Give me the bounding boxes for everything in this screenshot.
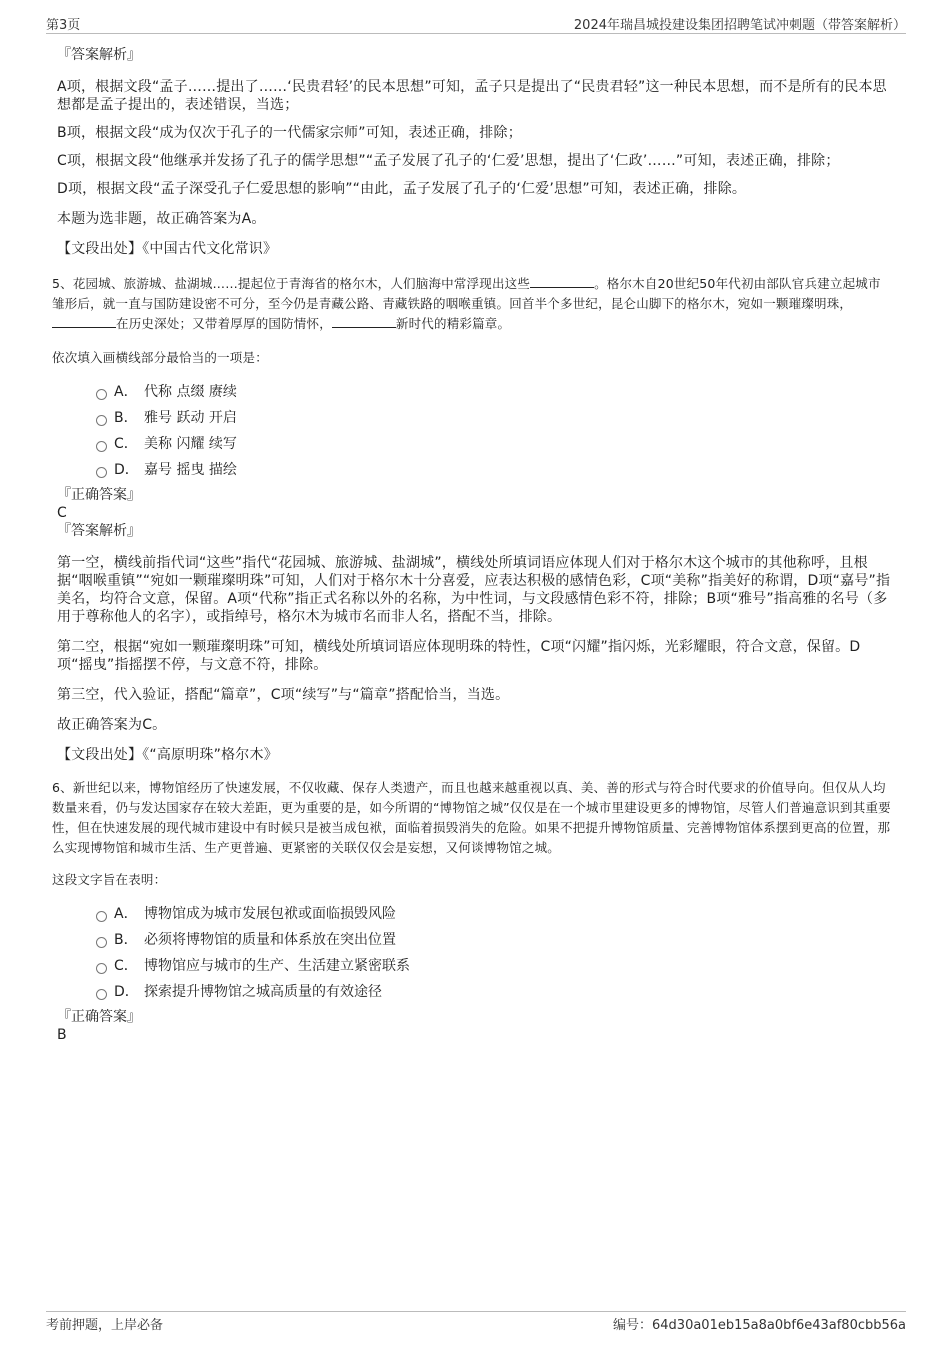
q5-stem: [52, 274, 892, 334]
q5-stem-part-1: 5、花园城、旅游城、盐湖城……提起位于青海省的格尔木，人们脑海中常浮现出这些: [52, 276, 531, 291]
q5-option-c[interactable]: C． 美称 闪耀 续写: [52, 434, 892, 460]
q5-option-a[interactable]: A． 代称 点缀 赓续: [52, 382, 892, 408]
q4-analysis-c: C项，根据文段“他继承并发扬了孔子的儒学思想”“孟子发展了孔子的‘仁爱’思想，提出了‘仁政’……”可知，表述正确，排除；: [57, 153, 840, 169]
q5-source: 【文段出处】《“高原明珠”格尔木》: [57, 747, 278, 763]
q6-option-c[interactable]: C． 博物馆应与城市的生产、生活建立紧密联系: [52, 956, 892, 982]
radio-icon[interactable]: [96, 441, 107, 452]
q4-analysis-b: B项，根据文段“成为仅次于孔子的一代儒家宗师”可知，表述正确，排除；: [57, 125, 522, 141]
q5-answer-label: 『正确答案』: [57, 487, 141, 503]
q6-option-a[interactable]: A． 博物馆成为城市发展包袱或面临损毁风险: [52, 904, 892, 930]
q5-option-d[interactable]: D． 嘉号 摇曳 描绘: [52, 460, 892, 486]
q5-analysis-3: 第三空，代入验证，搭配“篇章”，C项“续写”与“篇章”搭配恰当，当选。: [57, 687, 510, 703]
q5-stem-part-3: 在历史深处；又带着厚厚的国防情怀，: [116, 316, 332, 331]
page-number: 第3页: [46, 18, 81, 33]
q5-blank-1: [530, 275, 594, 288]
q5-option-b[interactable]: B． 雅号 跃动 开启: [52, 408, 892, 434]
radio-icon[interactable]: [96, 937, 107, 948]
radio-icon[interactable]: [96, 989, 107, 1000]
q6-stem: 6、新世纪以来，博物馆经历了快速发展，不仅收藏、保存人类遗产，而且也越来越重视以真、美、善的形式与符合时代要求的价值导向。但仅从人均数量来看，仍与发达国家存在较大差距，更为重要的是，如今所谓的“博物馆之城”仅仅是在一个城市里建设更多的博物馆，尽管人们普遍意识到其重要性，但在快速发展的现代城市建设中有时候只是被当成包袱，面临着损毁消失的危险。如果不把提升博物馆质量、完善博物馆体系摆到更高的位置，那么实现博物馆和城市生活、生产更普遍、更紧密的关联仅仅会是妄想，又何谈博物馆之城。: [52, 780, 891, 855]
q4-source: 【文段出处】《中国古代文化常识》: [57, 241, 278, 257]
page-header: [46, 14, 906, 34]
footer-slogan: 考前押题，上岸必备: [46, 1318, 164, 1333]
q5-options: [52, 382, 892, 486]
q4-analysis-d: D项，根据文段“孟子深受孔子仁爱思想的影响”“由此，孟子发展了孔子的‘仁爱’思想”可知，表述正确，排除。: [57, 181, 747, 197]
q5-conclusion: 故正确答案为C。: [57, 717, 167, 733]
q4-analysis-a: A项，根据文段“孟子……提出了……‘民贵君轻’的民本思想”可知，孟子只是提出了“民贵君轻”这一种民本思想，而不是所有的民本思想都是孟子提出的，表述错误，当选；: [57, 79, 887, 113]
radio-icon[interactable]: [96, 963, 107, 974]
q6-options: [52, 904, 892, 1008]
q5-analysis-1: 第一空，横线前指代词“这些”指代“花园城、旅游城、盐湖城”，横线处所填词语应体现人们对于格尔木这个城市的其他称呼，且根据“咽喉重镇”“宛如一颗璀璨明珠”可知，人们对于格尔木十分喜爱，应表达积极的感情色彩，C项“美称”指美好的称谓，D项“嘉号”指美名，均符合文意，保留。A项“代称”指正式名称以外的名称，为中性词，与文段感情色彩不符，排除；B项“雅号”指高雅的名号（多用于尊称他人的名字），或指绰号，格尔木为城市名而非人名，搭配不当，排除。: [57, 555, 891, 625]
q6-option-d[interactable]: D． 探索提升博物馆之城高质量的有效途径: [52, 982, 892, 1008]
page-footer: [46, 1314, 906, 1334]
q5-stem-part-2: 。格尔木自20世纪50年代初由部队官兵建立起城市雏形后，就一直与国防建设密不可分，至今仍是青藏公路、青藏铁路的咽喉重镇。回首半个多世纪，昆仑山脚下的格尔木，宛如一颗璀璨明珠，: [52, 276, 881, 311]
q6-answer-label: 『正确答案』: [57, 1009, 141, 1025]
document-id: 编号：64d30a01eb15a8a0bf6e43af80cbb56a: [613, 1318, 906, 1333]
q5-answer: C: [57, 505, 67, 521]
header-divider: [46, 33, 906, 34]
radio-icon[interactable]: [96, 911, 107, 922]
q4-conclusion: 本题为选非题，故正确答案为A。: [57, 211, 266, 227]
page-content: [52, 46, 892, 1044]
q5-blank-2: [52, 315, 116, 328]
q6-answer: B: [57, 1027, 67, 1043]
document-title: 2024年瑞昌城投建设集团招聘笔试冲刺题（带答案解析）: [573, 18, 906, 33]
q4-jiexi-label: 『答案解析』: [57, 47, 141, 63]
footer-divider: [46, 1311, 906, 1312]
radio-icon[interactable]: [96, 389, 107, 400]
q5-stem-part-4: 新时代的精彩篇章。: [395, 316, 511, 331]
q5-blank-3: [332, 315, 396, 328]
q5-analysis-2: 第二空，根据“宛如一颗璀璨明珠”可知，横线处所填词语应体现明珠的特性，C项“闪耀”指闪烁，光彩耀眼，符合文意，保留。D项“摇曳”指摇摆不停，与文意不符，排除。: [57, 639, 861, 673]
radio-icon[interactable]: [96, 467, 107, 478]
q6-prompt: 这段文字旨在表明：: [52, 872, 167, 887]
q5-prompt: 依次填入画横线部分最恰当的一项是：: [52, 350, 268, 365]
radio-icon[interactable]: [96, 415, 107, 426]
q6-option-b[interactable]: B． 必须将博物馆的质量和体系放在突出位置: [52, 930, 892, 956]
q5-jiexi-label: 『答案解析』: [57, 523, 141, 539]
